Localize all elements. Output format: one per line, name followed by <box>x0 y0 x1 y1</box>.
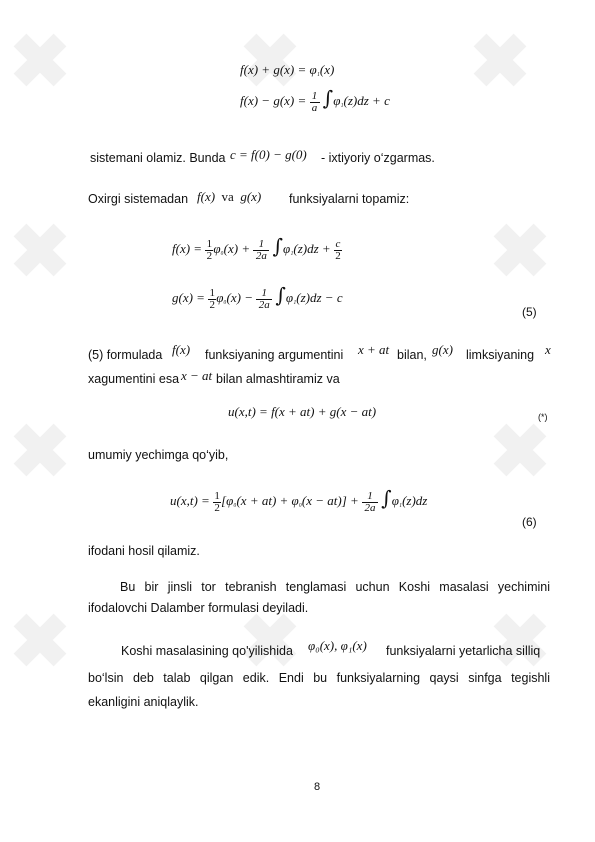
equation-number-star: (*) <box>538 412 548 422</box>
c-definition: c = f(0) − g(0) <box>230 147 307 162</box>
inline-fx: f(x) <box>172 342 191 357</box>
paragraph-2-line-2: bo‘lsin deb talab qilgan edik. Endi bu funksiyalarning qaysi sinfga tegishli <box>88 671 550 685</box>
system-equation-1: f(x) + g(x) = φ₁(x) <box>240 62 335 77</box>
paragraph-2-line-1b: funksiyalarni yetarlicha silliq <box>386 644 541 658</box>
text-line-6: ifodani hosil qilamiz. <box>88 544 200 558</box>
equation-number-5: (5) <box>522 305 537 319</box>
paragraph-2-line-3: ekanligini aniqlaylik. <box>88 695 199 709</box>
text-line-2a: Oxirgi sistemadan <box>88 192 189 206</box>
text-line-2b: funksiyalarni topamiz: <box>289 192 410 206</box>
text-line-3c: bilan, <box>397 348 427 362</box>
text-line-3d: limksiyaning <box>466 348 535 362</box>
text-line-1b: - ixtiyoriy o‘zgarmas. <box>321 151 435 165</box>
dalembert-formula: u(x,t) = 1 2[φ₀(x + at) + φ₀(x − at)] + 1 2a ∫φ₁(z)dz <box>170 486 428 514</box>
result-g-equation: g(x) = 1 2φ₀(x) − 1 2a ∫φ₁(z)dz − c <box>172 283 343 311</box>
general-solution-equation: u(x,t) = f(x + at) + g(x − at) <box>228 404 377 419</box>
inline-x-plus-at: x + at <box>358 342 390 357</box>
inline-f-va-g: f(x) va g(x) <box>197 189 262 204</box>
system-equation-2: f(x) − g(x) = 1 a ∫φ₁(z)dz + c <box>240 86 390 114</box>
paragraph-1-line-2: ifodalovchi Dalamber formulasi deyiladi. <box>88 601 309 615</box>
inline-x: x <box>545 342 551 357</box>
inline-phi-pair: φ₀(x), φ₁(x) <box>308 638 367 653</box>
paragraph-2-line-1a: Koshi masalasining qo'yilishida <box>121 644 293 658</box>
paragraph-1-line-1: Bu bir jinsli tor tebranish tenglamasi uchun Koshi masalasi yechimini <box>120 580 550 594</box>
inline-x-minus-at: x − at <box>181 368 213 383</box>
inline-gx: g(x) <box>432 342 453 357</box>
text-line-4a: xagumentini esa <box>88 372 180 386</box>
result-f-equation: f(x) = 1 2φ₀(x) + 1 2a ∫φ₁(z)dz + c 2 <box>172 234 341 262</box>
text-line-4b: bilan almashtiramiz va <box>216 372 340 386</box>
text-line-3a: (5) formulada <box>88 348 163 362</box>
page-number: 8 <box>314 781 321 793</box>
text-line-3b: funksiyaning argumentini <box>205 348 344 362</box>
text-line-5: umumiy yechimga qo‘yib, <box>88 448 229 462</box>
text-line-1a: sistemani olamiz. Bunda <box>90 151 226 165</box>
equation-number-6: (6) <box>522 515 537 529</box>
